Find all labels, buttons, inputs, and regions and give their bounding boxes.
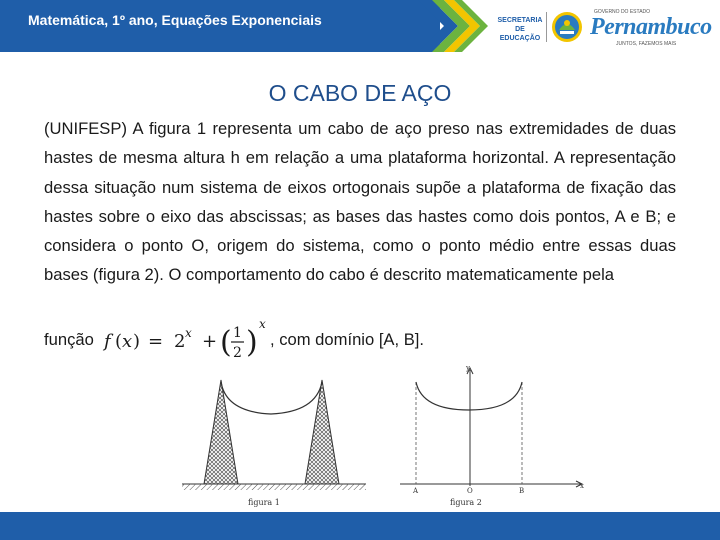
state-name: Pernambuco [590,14,712,40]
page-title: O CABO DE AÇO [268,80,452,106]
figure-2-graph [396,362,592,510]
svg-text:): ) [246,325,258,360]
header-band [0,0,440,52]
cable-curve [416,382,522,410]
slogan: JUNTOS, FAZEMOS MAIS [616,41,677,47]
point-b-label: B [519,487,525,495]
decorative-stripes [418,0,490,52]
point-o-label: O [467,487,473,495]
header-title: Matemática, 1º ano, Equações Exponenciais [28,12,322,28]
gov-label: GOVERNO DO ESTADO [594,9,651,15]
svg-text:f: f [104,331,111,352]
function-definition [44,316,644,364]
government-logo [494,8,714,48]
figure-2-caption: figura 2 [450,498,482,507]
svg-text:): ) [133,331,141,352]
svg-text:1: 1 [233,325,242,341]
svg-text:=: = [148,331,164,352]
footer-bar [0,512,720,540]
y-axis-label: y [466,364,470,372]
right-tower [305,380,339,484]
figure-1-towers [176,362,372,510]
secretaria-label: SECRETARIA DE EDUCAÇÃO [497,17,543,42]
svg-text:(: ( [115,331,123,352]
point-a-label: A [413,487,419,495]
header [0,0,720,52]
function-suffix: , com domínio [A, B]. [270,330,425,349]
svg-text:x: x [122,331,133,352]
problem-text: (UNIFESP) A figura 1 representa um cabo de aço preso nas extremidades de duas hastes de mesma altura h em relação a uma plataforma horizontal. A representação dessa situação num sistema de eixos ortogonais supõe a plataforma de fixação das hastes sobre o eixo das abscissas; as bases das hastes como dois pontos, A e B; e considera o ponto O, origem do sistema, como o ponto médio entre essas duas bases (figura 2). O comportamento do cabo é descrito matematicamente pela [44,119,676,285]
svg-text:2: 2 [233,345,242,361]
svg-text:x: x [185,326,192,340]
x-axis-label: x [580,482,584,490]
logo-divider [546,12,547,42]
svg-text:+: + [202,331,218,352]
svg-text:(: ( [220,325,232,360]
svg-text:x: x [259,317,266,331]
svg-text:2: 2 [174,331,186,352]
function-prefix: função [44,330,94,349]
left-tower [204,380,238,484]
state-seal-icon [550,10,584,44]
figure-1-caption: figura 1 [248,498,280,507]
